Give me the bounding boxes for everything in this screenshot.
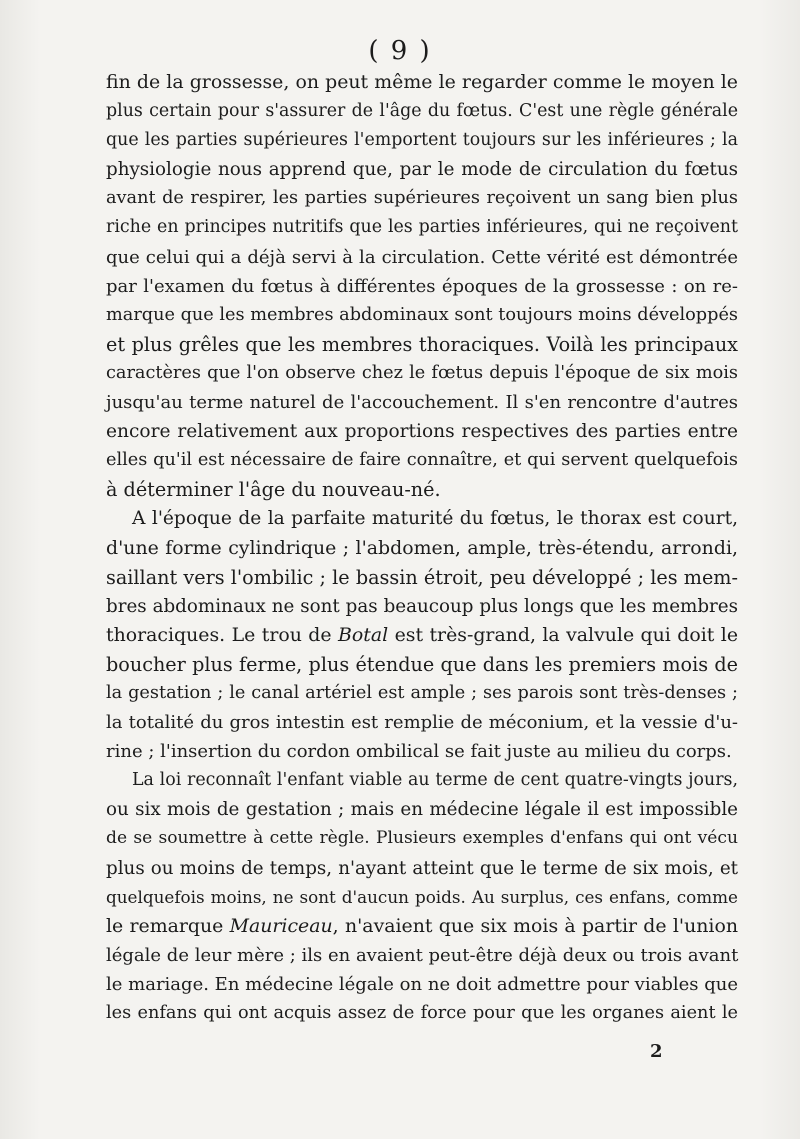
signature-mark: 2 bbox=[650, 1041, 663, 1062]
text-line: le mariage. En médecine légale on ne doit admettre pour viables que bbox=[106, 973, 738, 995]
text-line: saillant vers l'ombilic ; le bassin étroit, peu développé ; les mem- bbox=[106, 565, 738, 589]
text-line: thoraciques. Le trou de Botal est très-grand, la valvule qui doit le bbox=[106, 623, 738, 646]
text-line: boucher plus ferme, plus étendue que dans les premiers mois de bbox=[106, 652, 738, 676]
text-line: à déterminer l'âge du nouveau-né. bbox=[106, 478, 441, 502]
body-text bbox=[106, 68, 738, 1028]
text-line: bres abdominaux ne sont pas beaucoup plus longs que les membres bbox=[106, 595, 738, 617]
text-line: ou six mois de gestation ; mais en médecine légale il est impossible bbox=[106, 799, 738, 821]
text-line: encore relativement aux proportions respectives des parties entre bbox=[106, 421, 738, 443]
text-line: plus ou moins de temps, n'ayant atteint que le terme de six mois, et bbox=[106, 857, 738, 879]
text-line: caractères que l'on observe chez le fœtus depuis l'époque de six mois bbox=[106, 362, 738, 383]
text-line: La loi reconnaît l'enfant viable au terme de cent quatre-vingts jours, bbox=[132, 770, 738, 791]
text-line: riche en principes nutritifs que les parties inférieures, qui ne reçoivent bbox=[106, 217, 738, 238]
paragraph bbox=[106, 766, 738, 1028]
paragraph bbox=[106, 504, 738, 766]
text-line: par l'examen du fœtus à différentes époques de la grossesse : on re- bbox=[106, 275, 738, 297]
text-line: elles qu'il est nécessaire de faire connaître, et qui servent quelquefois bbox=[106, 450, 738, 471]
text-line: la gestation ; le canal artériel est ample ; ses parois sont très-denses ; bbox=[106, 682, 738, 703]
text-line: plus certain pour s'assurer de l'âge du fœtus. C'est une règle générale bbox=[106, 101, 738, 122]
text-line: fin de la grossesse, on peut même le regarder comme le moyen le bbox=[106, 71, 738, 93]
text-line: jusqu'au terme naturel de l'accouchement. Il s'en rencontre d'autres bbox=[106, 392, 738, 414]
text-line: de se soumettre à cette règle. Plusieurs exemples d'enfans qui ont vécu bbox=[106, 828, 738, 849]
text-line: les enfans qui ont acquis assez de force pour que les organes aient le bbox=[106, 1003, 738, 1023]
text-line: A l'époque de la parfaite maturité du fœtus, le thorax est court, bbox=[132, 508, 738, 530]
text-line: et plus grêles que les membres thoraciques. Voilà les principaux bbox=[106, 332, 738, 356]
text-line: que les parties supérieures l'emportent toujours sur les inférieures ; la bbox=[106, 130, 738, 151]
text-line: marque que les membres abdominaux sont toujours moins développés bbox=[106, 304, 738, 325]
text-line: légale de leur mère ; ils en avaient peut-être déjà deux ou trois avant bbox=[106, 944, 739, 966]
text-line: que celui qui a déjà servi à la circulation. Cette vérité est démontrée bbox=[106, 246, 738, 268]
text-line: d'une forme cylindrique ; l'abdomen, ample, très-étendu, arrondi, bbox=[106, 536, 738, 559]
text-line: le remarque Mauriceau, n'avaient que six mois à partir de l'union bbox=[106, 914, 738, 937]
text-line: la totalité du gros intestin est remplie de méconium, et la vessie d'u- bbox=[106, 712, 738, 734]
paragraph bbox=[106, 68, 738, 504]
page-number: ( 9 ) bbox=[368, 36, 432, 66]
text-line: quelquefois moins, ne sont d'aucun poids. Au surplus, ces enfans, comme bbox=[106, 886, 738, 907]
text-line: physiologie nous apprend que, par le mode de circulation du fœtus bbox=[106, 159, 738, 181]
text-line: avant de respirer, les parties supérieures reçoivent un sang bien plus bbox=[106, 188, 738, 209]
text-line: rine ; l'insertion du cordon ombilical se fait juste au milieu du corps. bbox=[106, 741, 732, 763]
